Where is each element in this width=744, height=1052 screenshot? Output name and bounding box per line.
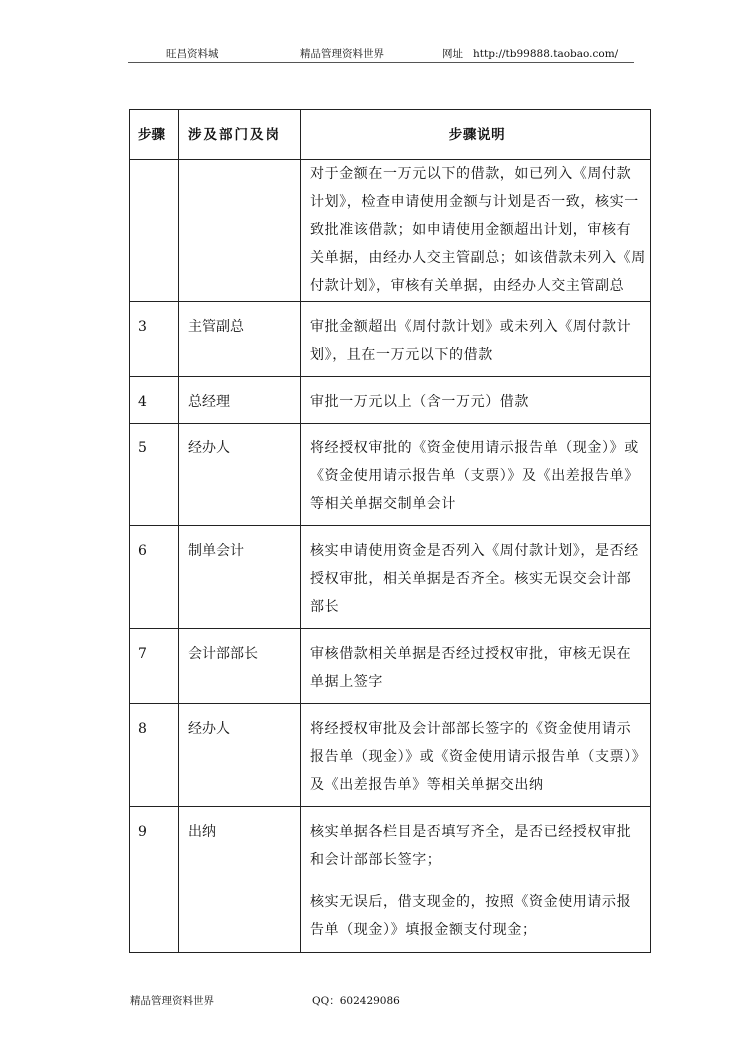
procedure-table — [129, 109, 651, 953]
footer-site-name: 精品管理资料世界 — [130, 995, 214, 1007]
step-number: 7 — [138, 646, 147, 662]
description-line: 审批一万元以上（含一万元）借款 — [310, 394, 529, 410]
row-divider — [130, 525, 650, 526]
description-line: 单据上签字 — [310, 674, 383, 690]
step-number: 6 — [138, 543, 147, 559]
table-row — [310, 537, 644, 621]
description-line: 《资金使用请示报告单（支票）》及《出差报告单》 — [310, 468, 639, 484]
department: 制单会计 — [188, 543, 244, 559]
description-line: 告单（现金）》填报金额支付现金； — [310, 922, 537, 938]
description-line: 将经授权审批及会计部部长签字的《资金使用请示 — [310, 721, 632, 737]
description-line: 计划》，检查申请使用金额与计划是否一致，核实一 — [310, 194, 639, 210]
description-line: 付款计划》，审核有关单据，由经办人交主管副总 — [310, 278, 625, 294]
description-line: 审核借款相关单据是否经过授权审批，审核无误在 — [310, 646, 632, 662]
department: 经办人 — [188, 440, 230, 456]
step-number: 5 — [138, 440, 147, 456]
header-url — [442, 46, 618, 61]
column-header-department: 涉及部门及岗 — [188, 127, 281, 143]
department: 经办人 — [188, 721, 230, 737]
description-line: 报告单（现金）》或《资金使用请示报告单（支票）》 — [310, 749, 647, 765]
department: 会计部部长 — [188, 646, 258, 662]
table-row — [310, 388, 644, 416]
column-header-step: 步骤 — [138, 127, 165, 143]
department: 总经理 — [188, 394, 230, 410]
table-row — [310, 313, 644, 369]
table-row — [310, 434, 644, 518]
department: 出纳 — [188, 824, 216, 840]
header-shop-name: 旺昌资料城 — [166, 48, 219, 60]
row-divider — [130, 703, 650, 704]
column-divider — [300, 110, 301, 952]
description-line: 审批金额超出《周付款计划》或未列入《周付款计 — [310, 319, 632, 335]
description-line: 划》，且在一万元以下的借款 — [310, 347, 493, 363]
description-line: 核实申请使用资金是否列入《周付款计划》，是否经 — [310, 543, 639, 559]
table-row-continuation — [310, 160, 644, 300]
description-line: 和会计部部长签字； — [310, 852, 442, 868]
row-divider — [130, 423, 650, 424]
description-line: 对于金额在一万元以下的借款，如已列入《周付款 — [310, 166, 632, 182]
step-number: 8 — [138, 721, 147, 737]
description-line: 等相关单据交制单会计 — [310, 496, 456, 512]
row-divider — [130, 628, 650, 629]
step-number: 3 — [138, 319, 147, 335]
row-divider — [130, 301, 650, 302]
step-number: 4 — [138, 394, 147, 410]
description-line: 将经授权审批的《资金使用请示报告单（现金）》或 — [310, 440, 639, 456]
description-line: 关单据，由经办人交主管副总；如该借款未列入《周 — [310, 250, 646, 266]
table-row — [310, 640, 644, 696]
column-divider — [178, 110, 179, 952]
description-line: 及《出差报告单》等相关单据交出纳 — [310, 777, 544, 793]
description-line: 部长 — [310, 599, 340, 615]
description-line: 授权审批，相关单据是否齐全。核实无误交会计部 — [310, 571, 632, 587]
table-row — [310, 818, 644, 944]
header-site-name: 精品管理资料世界 — [300, 48, 384, 60]
footer-qq: QQ：602429086 — [312, 995, 400, 1007]
description-line: 核实无误后，借支现金的，按照《资金使用请示报 — [310, 894, 632, 910]
description-line: 核实单据各栏目是否填写齐全，是否已经授权审批 — [310, 824, 632, 840]
department: 主管副总 — [188, 319, 244, 335]
table-row — [310, 715, 647, 799]
step-number: 9 — [138, 824, 147, 840]
page-header — [128, 44, 634, 63]
header-url-label: 网址 — [442, 48, 463, 60]
header-url-link[interactable]: http://tb99888.taobao.com/ — [473, 48, 619, 60]
row-divider — [130, 806, 650, 807]
description-line: 致批准该借款；如申请使用金额超出计划，审核有 — [310, 222, 632, 238]
column-header-description: 步骤说明 — [448, 127, 506, 143]
row-divider — [130, 376, 650, 377]
